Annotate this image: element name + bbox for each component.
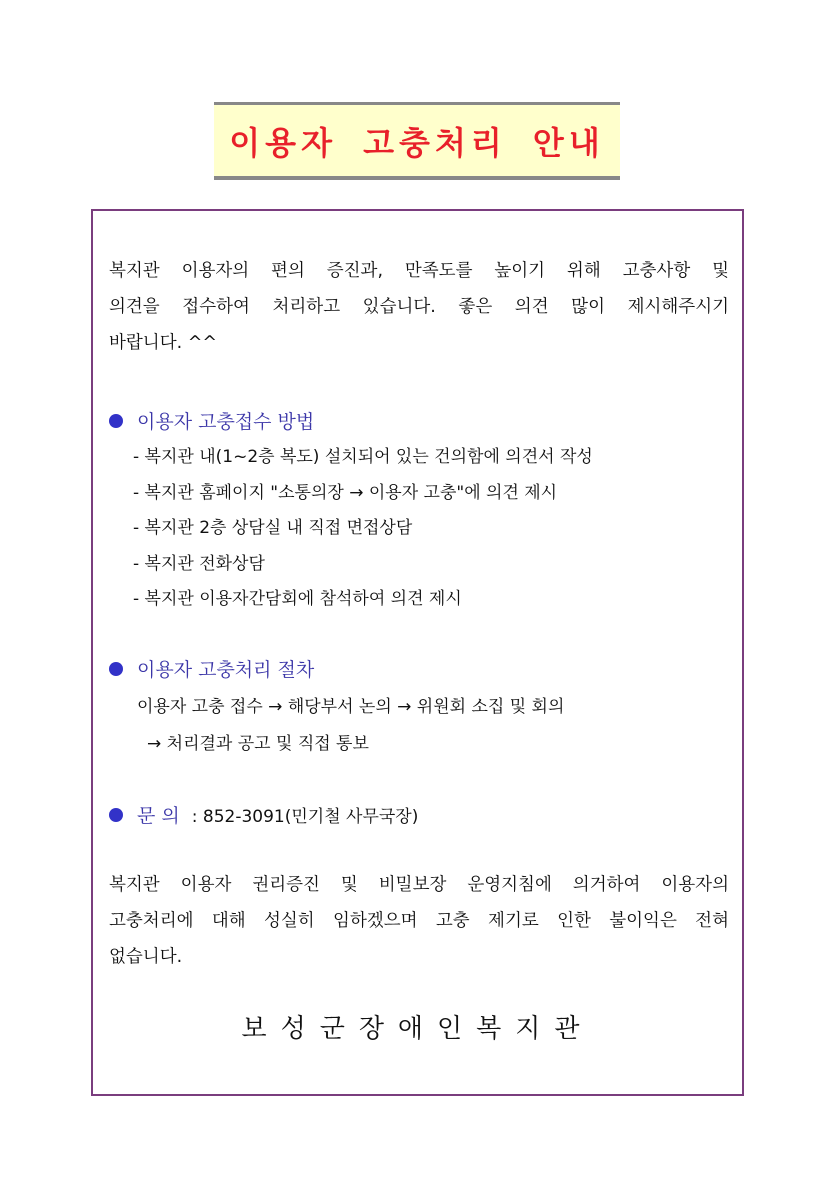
title-banner <box>214 102 620 180</box>
closing-paragraph <box>109 867 729 975</box>
contact-row <box>109 801 418 828</box>
bullet-icon <box>109 808 123 822</box>
closing-line: 없습니다. <box>109 947 183 967</box>
intro-line: 복지관 이용자의 편의 증진과, 만족도를 높이기 위해 고충사항 및 <box>109 261 729 281</box>
list-item: - 복지관 전화상담 <box>133 553 265 574</box>
list-item: - 복지관 내(1~2층 복도) 설치되어 있는 건의함에 의견서 작성 <box>133 447 593 467</box>
intro-paragraph <box>109 253 729 361</box>
list-item: - 복지관 홈페이지 "소통의장 → 이용자 고충"에 의견 제시 <box>133 482 558 503</box>
bullet-icon <box>109 662 123 676</box>
methods-heading-text: 이용자 고충접수 방법 <box>137 411 315 433</box>
bullet-icon <box>109 414 123 428</box>
procedure-heading <box>109 655 314 682</box>
contact-label: 문 의 <box>137 805 180 827</box>
procedure-line: → 처리결과 공고 및 직접 통보 <box>147 734 369 754</box>
procedure-line: 이용자 고충 접수 → 해당부서 논의 → 위원회 소집 및 회의 <box>137 697 565 717</box>
notice-frame <box>91 209 744 1096</box>
closing-line: 복지관 이용자 권리증진 및 비밀보장 운영지침에 의거하여 이용자의 <box>109 875 729 895</box>
closing-line: 고충처리에 대해 성실히 임하겠으며 고충 제기로 인한 불이익은 전혀 <box>109 911 729 931</box>
page-title: 이용자 고충처리 안내 <box>229 123 605 162</box>
intro-line: 의견을 접수하여 처리하고 있습니다. 좋은 의견 많이 제시해주시기 <box>109 297 729 317</box>
intro-line: 바랍니다. ^^ <box>109 333 218 353</box>
methods-list <box>133 440 593 618</box>
contact-value: : 852-3091(민기철 사무국장) <box>191 807 419 827</box>
organization-signature: 보성군장애인복지관 <box>241 1014 594 1044</box>
methods-heading <box>109 407 314 434</box>
list-item: - 복지관 이용자간담회에 참석하여 의견 제시 <box>133 589 462 609</box>
procedure-heading-text: 이용자 고충처리 절차 <box>137 659 315 681</box>
list-item: - 복지관 2층 상담실 내 직접 면접상담 <box>133 518 413 538</box>
